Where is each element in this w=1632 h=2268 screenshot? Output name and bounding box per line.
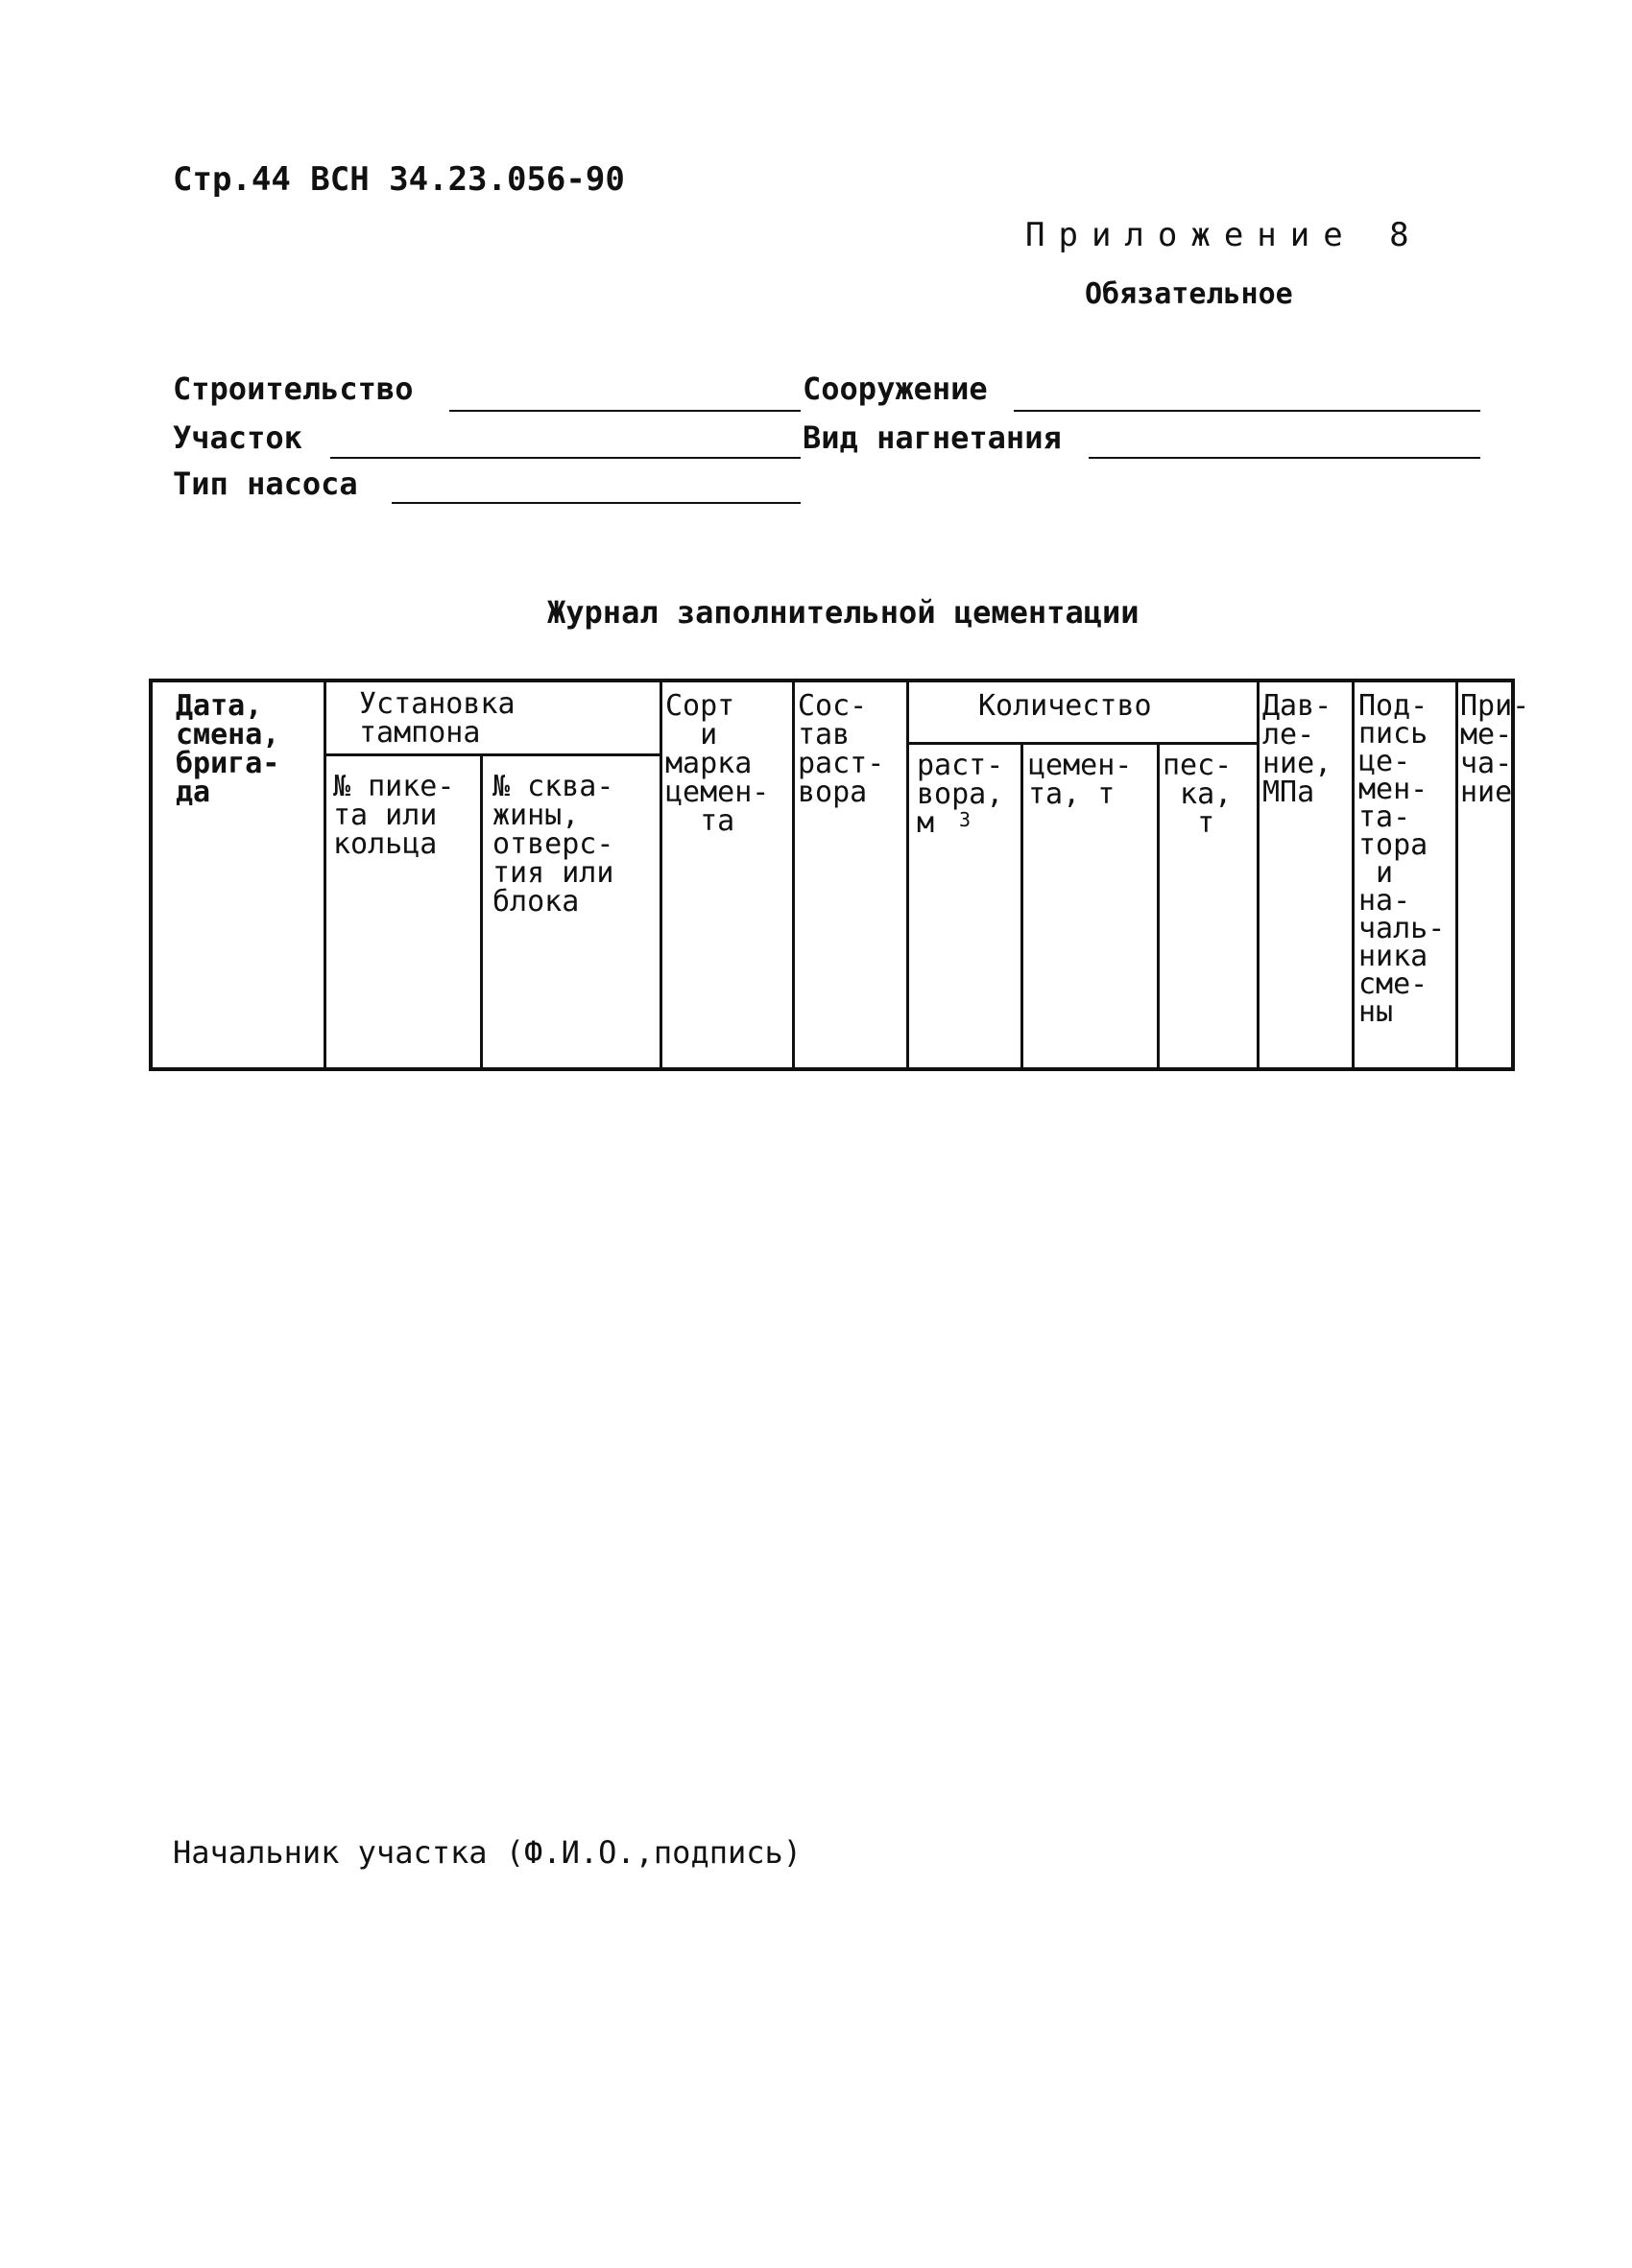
quantity-subheader-line <box>906 742 1257 745</box>
header-pressure: Дав- ле- ние, МПа <box>1262 689 1332 809</box>
page-reference: Стр.44 ВСН 34.23.056-90 <box>173 160 625 199</box>
appendix-note: Обязательное <box>1085 277 1293 311</box>
col-divider <box>1257 682 1260 1067</box>
header-date-shift-brigade: Дата, смена, брига- да <box>176 689 280 809</box>
header-cement-tons: цемен- та, т <box>1028 749 1133 811</box>
structure-field-line[interactable] <box>1014 410 1480 412</box>
header-solution-composition: Сос- тав раст- вора <box>798 689 885 809</box>
col-divider <box>1020 742 1023 1067</box>
structure-label: Сооружение <box>803 370 988 407</box>
header-solution-volume: раст- вора, м <box>917 749 1004 840</box>
col-divider <box>1455 682 1458 1067</box>
section-head-signature-line: Начальник участка (Ф.И.О.,подпись) <box>173 1834 803 1871</box>
col-divider <box>480 753 483 1067</box>
header-quantity: Количество <box>978 689 1152 723</box>
header-tampon-installation: Установка тампона <box>359 687 516 750</box>
pump-type-field-line[interactable] <box>392 502 801 504</box>
construction-label: Строительство <box>173 370 414 407</box>
injection-type-field-line[interactable] <box>1089 457 1480 459</box>
appendix-label: Приложение 8 <box>1025 216 1423 254</box>
section-label: Участок <box>173 419 302 456</box>
header-cement-grade: Сорт и марка цемен- та <box>665 689 770 838</box>
col-divider <box>324 682 326 1067</box>
header-well-hole-block: № сква- жины, отверс- тия или блока <box>492 770 614 919</box>
injection-type-label: Вид нагнетания <box>803 419 1062 456</box>
cementation-journal-table <box>149 679 1530 1071</box>
col-divider <box>1157 742 1160 1067</box>
col-divider <box>906 682 909 1067</box>
header-signature: Под- пись це- мен- та- тора и на- чаль- ника сме- ны <box>1358 689 1446 1029</box>
header-picket-or-ring: № пике- та или кольца <box>333 770 455 861</box>
header-sand-tons: пес- ка, т <box>1163 749 1233 840</box>
col-divider <box>792 682 795 1067</box>
tampon-subheader-line <box>324 753 660 756</box>
header-note: При- ме- ча- ние <box>1460 689 1530 809</box>
col-divider <box>1352 682 1355 1067</box>
header-solution-volume-superscript: 3 <box>959 808 972 831</box>
journal-title: Журнал заполнительной цементации <box>547 594 1140 631</box>
col-divider <box>660 682 662 1067</box>
construction-field-line[interactable] <box>449 410 801 412</box>
section-field-line[interactable] <box>330 457 801 459</box>
pump-type-label: Тип насоса <box>173 466 358 502</box>
